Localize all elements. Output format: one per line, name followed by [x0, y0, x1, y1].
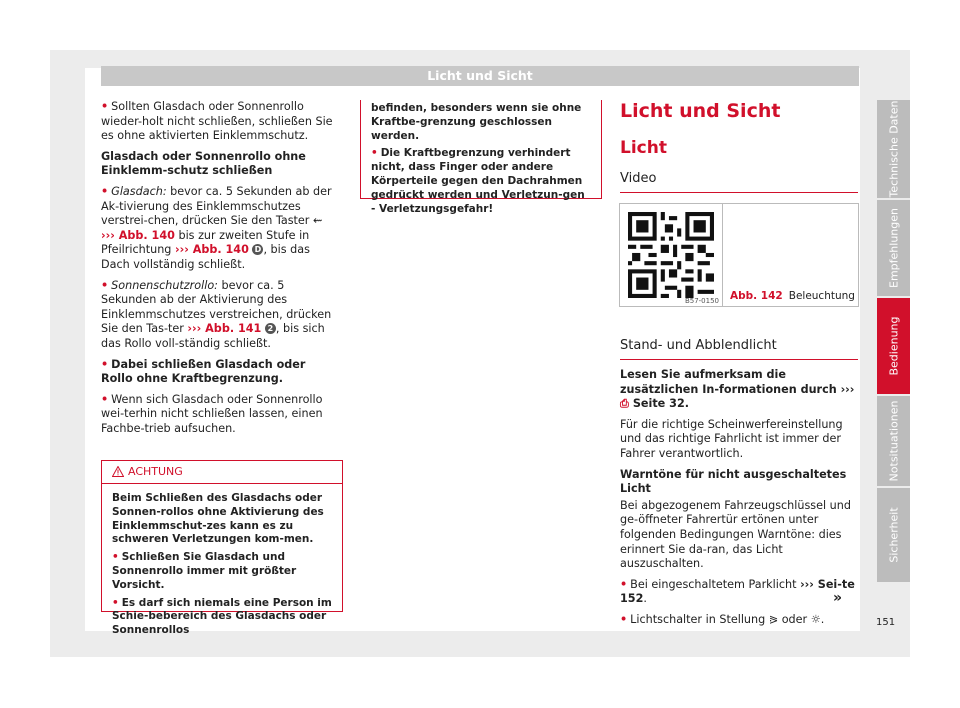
info-book-icon: ⎙ [620, 397, 629, 411]
figure-link[interactable]: ››› Abb. 140 [101, 228, 175, 242]
page-link[interactable]: ››› Sei-te 152 [620, 577, 855, 606]
subsection-heading: Stand- und Abblendlicht [620, 338, 858, 360]
figure-link[interactable]: ››› Abb. 140 [174, 243, 249, 257]
callout-badge: D [252, 244, 263, 255]
column-3-body [620, 368, 858, 634]
intro-paragraph: Lesen Sie aufmerksam die zusätzlichen In-formationen durch ››› ⎙ Seite 32. [620, 368, 855, 411]
continue-icon: » [833, 590, 843, 606]
page-number: 151 [876, 617, 896, 628]
warning-header: ACHTUNG [102, 461, 342, 484]
video-heading: Video [620, 171, 858, 193]
switch-icon: ⇜ [312, 214, 323, 228]
warning-box [101, 460, 343, 637]
warning-box-continued [360, 100, 602, 215]
bullet-fachbetrieb: • Wenn sich Glasdach oder Sonnenrollo wei-terhin nicht schließen lassen, einen Fachbe-trieb aufsuchen. [101, 392, 323, 435]
figure-142 [619, 203, 859, 307]
warning-triangle-icon [112, 466, 124, 477]
subheading: Warntöne für nicht ausgeschaltetes Licht [620, 467, 847, 496]
tab-bedienung[interactable]: Bedienung [877, 298, 910, 394]
qr-code-icon [628, 212, 714, 298]
warning-bullet: • Es darf sich niemals eine Person im Schie-bebereich des Glasdachs oder Sonnenrollos [112, 596, 332, 637]
warning-text: Beim Schließen des Glasdachs oder Sonnen-rollos ohne Aktivierung des Einklemmschut-zes kann es zu schweren Verletzungen kom-men. [112, 492, 324, 546]
figure-link[interactable]: ››› Abb. 141 [187, 322, 262, 336]
page-header: Licht und Sicht [101, 66, 859, 86]
bullet-lichtschalter: • Lichtschalter in Stellung ⪘ oder ☼. [620, 612, 825, 626]
section-subtitle: Licht [620, 138, 667, 158]
figure-id: B57-0150 [684, 297, 719, 305]
bullet-rollo: • Sonnenschutzrollo: bevor ca. 5 Sekunden ab der Aktivierung des Einklemmschutzes verstreichen, drücken Sie den Tas-ter ››› Abb. 141 2 , bis sich das Rollo voll-ständig schließt. [101, 278, 332, 350]
warning-bullet: • Schließen Sie Glasdach und Sonnenrollo immer mit größter Vorsicht. [112, 551, 297, 591]
headlight-icon: ☼ [810, 612, 821, 626]
paragraph: Bei abgezogenem Fahrzeugschlüssel und ge-öffneter Fahrertür ertönen unter folgenden Bedingungen Warntöne: dies erinnert Sie da-ran, das Licht auszuschalten. [620, 498, 851, 571]
column-1 [101, 100, 339, 442]
tab-notsituationen[interactable]: Notsituationen [877, 396, 910, 486]
bullet-kraftbegrenzung: • Dabei schließen Glasdach oder Rollo ohne Kraftbegrenzung. [101, 357, 306, 386]
paragraph: • Sollten Glasdach oder Sonnenrollo wieder-holt nicht schließen, schließen Sie es ohne aktivierten Einklemmschutz. [101, 100, 333, 143]
tab-sicherheit[interactable]: Sicherheit [877, 488, 910, 582]
page-link[interactable]: Seite 32 [632, 397, 685, 411]
callout-badge: 2 [265, 323, 276, 334]
paragraph: Für die richtige Scheinwerfereinstellung und das richtige Fahrlicht ist immer der Fahrer verantwortlich. [620, 417, 843, 460]
subheading: Glasdach oder Sonnenrollo ohne Einklemm-schutz schließen [101, 149, 306, 178]
figure-caption: Abb. 142 Beleuchtung [730, 290, 855, 302]
bullet-glasdach: • Glasdach: bevor ca. 5 Sekunden ab der Ak-tivierung des Einklemmschutzes verstrei-chen, drücken Sie den Taster ⇜ ››› Abb. 140 bis zur zweiten Stufe in Pfeilrichtung ››› Abb. 140 D , bis das Dach vollständig schließt. [101, 184, 332, 271]
bullet-parklicht: • Bei eingeschaltetem Parklicht ››› Sei-te 152. [620, 577, 855, 606]
warning-bullet: • Die Kraftbegrenzung verhindert nicht, dass Finger oder andere Körperteile gegen den Dachrahmen gedrückt werden und Verletzun-gen - Verletzungsgefahr! [371, 147, 585, 215]
tab-technische-daten[interactable]: Technische Daten [877, 100, 910, 198]
section-title: Licht und Sicht [620, 100, 781, 122]
tab-empfehlungen[interactable]: Empfehlungen [877, 200, 910, 296]
qr-code[interactable] [620, 204, 723, 306]
warning-text: befinden, besonders wenn sie ohne Kraftbe-grenzung geschlossen werden. [371, 102, 582, 142]
parking-light-icon: ⪘ [768, 612, 779, 626]
